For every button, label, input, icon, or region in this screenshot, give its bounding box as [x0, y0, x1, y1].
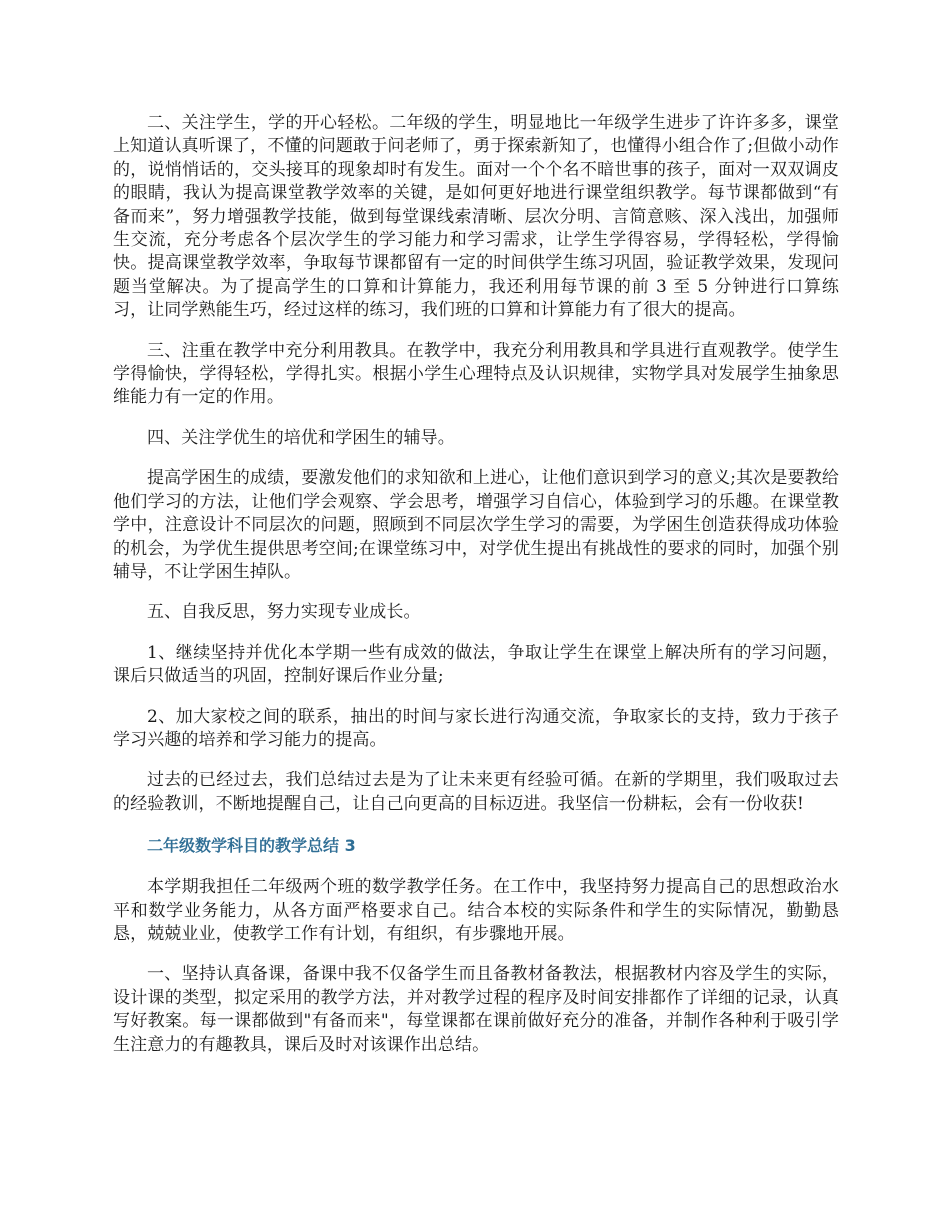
paragraph-teaching-aids: 三、注重在教学中充分利用教具。在教学中，我充分利用教具和学具进行直观教学。使学生学得愉快，学得轻松，学得扎实。根据小学生心理特点及认识规律，实物学具对发展学生抽象思维能力有一定的作用。	[113, 340, 839, 408]
paragraph-item-2: 2、加大家校之间的联系，抽出的时间与家长进行沟通交流，争取家长的支持，致力于孩子学习兴趣的培养和学习能力的提高。	[113, 706, 839, 750]
paragraph-conclusion: 过去的已经过去，我们总结过去是为了让未来更有经验可循。在新的学期里，我们吸取过去的经验教训，不断地提醒自己，让自己向更高的目标迈进。我坚信一份耕耘，会有一份收获!	[113, 770, 839, 814]
paragraph-lesson-prep: 一、坚持认真备课，备课中我不仅备学生而且备教材备教法，根据教材内容及学生的实际，设计课的类型，拟定采用的教学方法，并对教学过程的程序及时间安排都作了详细的记录，认真写好教案。每一课都做到"有备而来"，每堂课都在课前做好充分的准备，并制作各种利于吸引学生注意力的有趣教具，课后及时对该课作出总结。	[113, 964, 839, 1055]
section-heading-3: 二年级数学科目的教学总结 3	[147, 836, 356, 856]
document-page	[113, 112, 839, 1074]
paragraph-self-reflection: 五、自我反思，努力实现专业成长。	[147, 602, 421, 623]
paragraph-intro-3: 本学期我担任二年级两个班的数学教学任务。在工作中，我坚持努力提高自己的思想政治水平和数学业务能力，从各方面严格要求自己。结合本校的实际条件和学生的实际情况，勤勤恳恳，兢兢业业，使教学工作有计划，有组织，有步骤地开展。	[113, 877, 839, 944]
paragraph-item-1: 1、继续坚持并优化本学期一些有成效的做法，争取让学生在课堂上解决所有的学习问题，课后只做适当的巩固，控制好课后作业分量;	[113, 642, 839, 687]
paragraph-struggling-students: 提高学困生的成绩，要激发他们的求知欲和上进心，让他们意识到学习的意义;其次是要教给他们学习的方法，让他们学会观察、学会思考，增强学习自信心，体验到学习的乐趣。在课堂教学中，注意设计不同层次的问题，照顾到不同层次学生学习的需要，为学困生创造获得成功体验的机会，为学优生提供思考空间;在课堂练习中，对学优生提出有挑战性的要求的同时，加强个别辅导，不让学困生掉队。	[113, 468, 839, 582]
paragraph-tutoring-heading: 四、关注学优生的培优和学困生的辅导。	[147, 427, 455, 448]
paragraph-focus-students: 二、关注学生，学的开心轻松。二年级的学生，明显地比一年级学生进步了许许多多，课堂上知道认真听课了，不懂的问题敢于问老师了，勇于探索新知了，也懂得小组合作了;但做小动作的，说悄悄话的，交头接耳的现象却时有发生。面对一个个名不暗世事的孩子，面对一双双调皮的眼睛，我认为提高课堂教学效率的关键，是如何更好地进行课堂组织教学。每节课都做到“有备而来”，努力增强教学技能，做到每堂课线索清晰、层次分明、言简意赅、深入浅出，加强师生交流，充分考虑各个层次学生的学习能力和学习需求，让学生学得容易，学得轻松，学得愉快。提高课堂教学效率，争取每节课都留有一定的时间供学生练习巩固，验证教学效果，发现问题当堂解决。为了提高学生的口算和计算能力，我还利用每节课的前 3 至 5 分钟进行口算练习，让同学熟能生巧，经过这样的练习，我们班的口算和计算能力有了很大的提高。	[113, 113, 839, 321]
